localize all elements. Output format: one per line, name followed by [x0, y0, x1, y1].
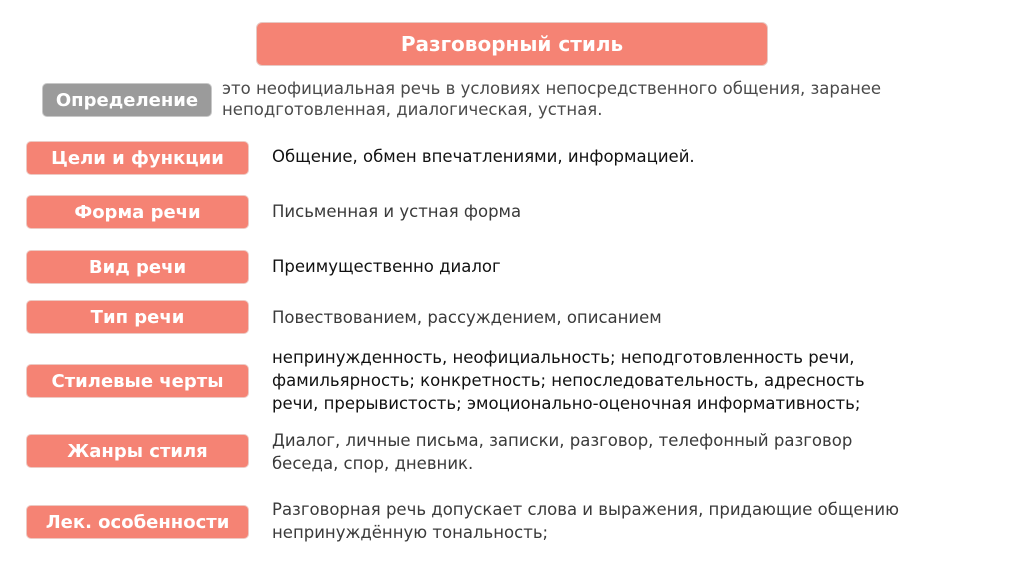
- text-speech-kind: Преимущественно диалог: [272, 257, 501, 276]
- label-speech-kind: Вид речи: [26, 250, 249, 284]
- text-style-genres: Диалог, личные письма, записки, разговор, телефонный разговор беседа, спор, дневник.: [272, 431, 853, 473]
- label-speech-type: Тип речи: [26, 300, 249, 334]
- slide-title: Разговорный стиль: [256, 22, 768, 66]
- label-style-genres: Жанры стиля: [26, 434, 249, 468]
- text-speech-form: Письменная и устная форма: [272, 202, 522, 221]
- label-definition: Определение: [42, 83, 212, 117]
- text-speech-type: Повествованием, рассуждением, описанием: [272, 308, 662, 327]
- label-speech-form: Форма речи: [26, 195, 249, 229]
- text-style-features: непринужденность, неофициальность; неподготовленность речи, фамильярность; конкретность; непоследовательность, адресность речи, прерывистость; эмоционально-оценочная информативность;: [272, 348, 865, 413]
- text-goals-functions: Общение, обмен впечатлениями, информацией.: [272, 147, 695, 166]
- label-style-features: Стилевые черты: [26, 364, 249, 398]
- label-lexical-features: Лек. особенности: [26, 505, 249, 539]
- text-lexical-features: Разговорная речь допускает слова и выражения, придающие общению непринуждённую тональность;: [272, 500, 899, 542]
- text-definition: это неофициальная речь в условиях непосредственного общения, заранее неподготовленная, диалогическая, устная.: [222, 79, 882, 119]
- label-goals-functions: Цели и функции: [26, 141, 249, 175]
